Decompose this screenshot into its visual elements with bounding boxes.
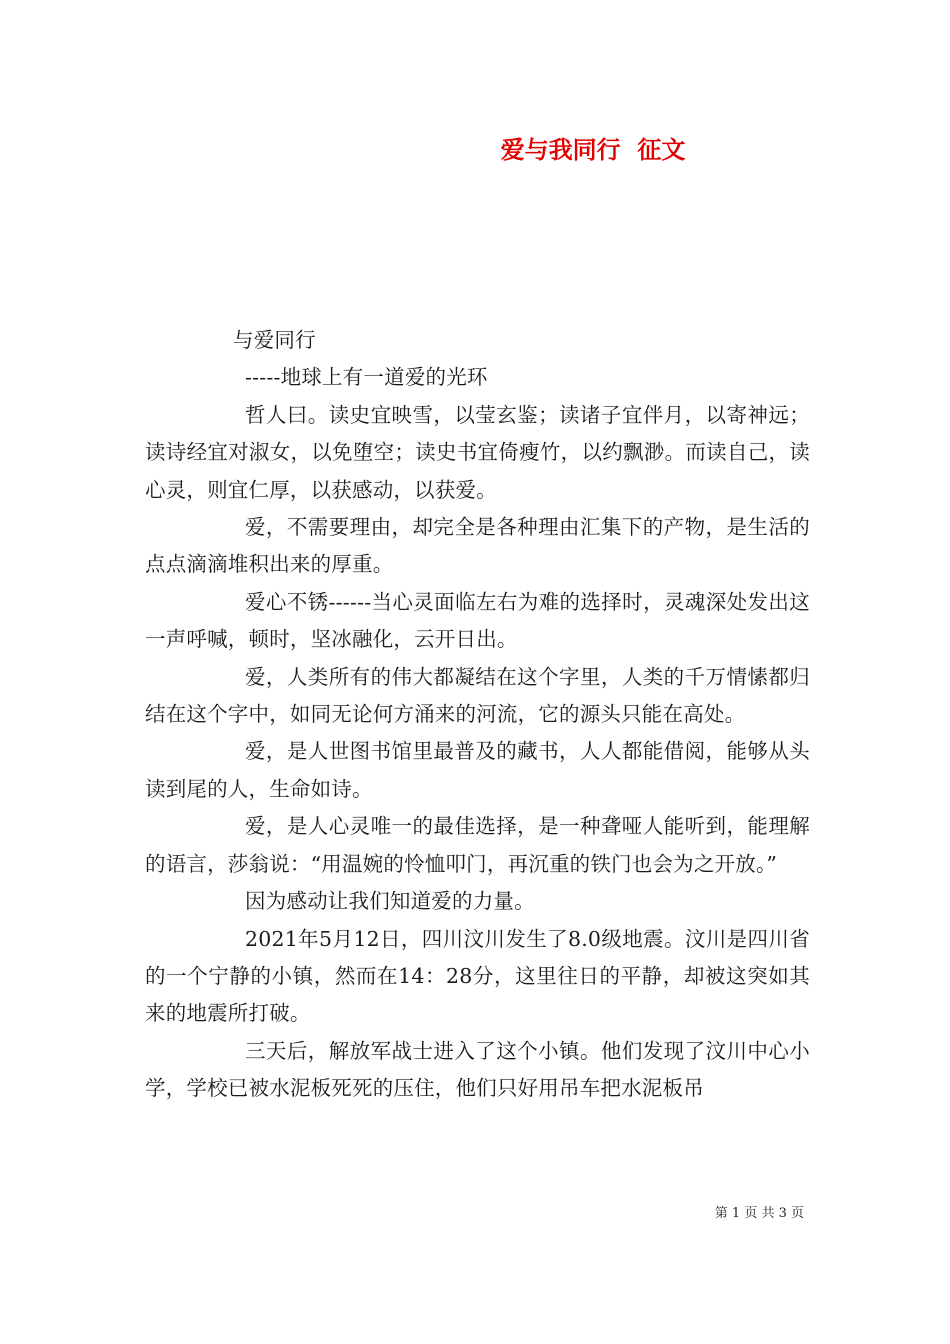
paragraph: 因为感动让我们知道爱的力量。	[245, 889, 535, 914]
essay-heading: 与爱同行	[233, 328, 316, 352]
paragraph: 哲人曰。读史宜映雪，以莹玄鉴；读诸子宜伴月，以寄神远；读诗经宜对淑女，以免堕空；读史书宜倚瘦竹，以约飘渺。而读自己，读心灵，则宜仁厚，以获感动，以获爱。	[145, 402, 810, 502]
document-body	[145, 322, 810, 1108]
document-title: 爱与我同行 征文	[500, 136, 686, 164]
paragraph: 爱，是人世图书馆里最普及的藏书，人人都能借阅，能够从头读到尾的人，生命如诗。	[145, 739, 810, 801]
paragraph: 爱，人类所有的伟大都凝结在这个字里，人类的千万情愫都归结在这个字中，如同无论何方涌来的河流，它的源头只能在高处。	[145, 664, 810, 727]
paragraph: 爱心不锈------当心灵面临左右为难的选择时，灵魂深处发出这一声呼喊，顿时，坚冰融化，云开日出。	[145, 589, 810, 652]
paragraph: 2021年5月12日，四川汶川发生了8.0级地震。汶川是四川省的一个宁静的小镇，然而在14：28分，这里往日的平静，却被这突如其来的地震所打破。	[145, 926, 810, 1026]
paragraph: 爱，是人心灵唯一的最佳选择，是一种聋哑人能听到，能理解的语言，莎翁说：“用温婉的怜恤叩门，再沉重的铁门也会为之开放。”	[145, 814, 810, 876]
paragraph: 三天后，解放军战士进入了这个小镇。他们发现了汶川中心小学，学校已被水泥板死死的压住，他们只好用吊车把水泥板吊	[145, 1038, 810, 1101]
page-number-footer: 第 1 页 共 3 页	[714, 1206, 804, 1221]
essay-subheading: -----地球上有一道爱的光环	[245, 365, 488, 390]
paragraph: 爱，不需要理由，却完全是各种理由汇集下的产物，是生活的点点滴滴堆积出来的厚重。	[145, 515, 810, 577]
